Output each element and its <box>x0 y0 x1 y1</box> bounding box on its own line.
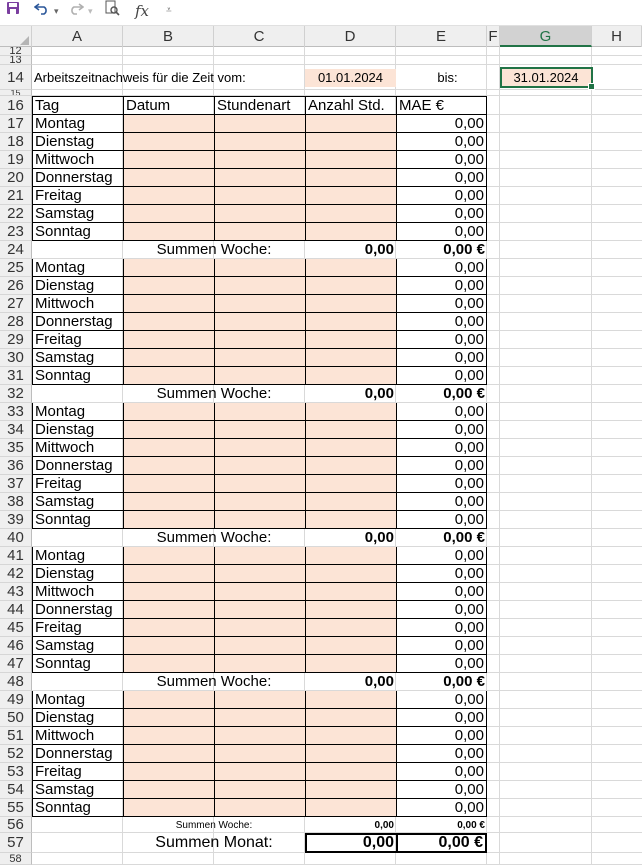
row-header[interactable]: 53 <box>0 763 32 781</box>
save-icon[interactable] <box>6 0 20 22</box>
anzahl-std-input[interactable] <box>305 421 396 439</box>
stundenart-input[interactable] <box>214 133 305 151</box>
datum-input[interactable] <box>123 277 214 295</box>
stundenart-input[interactable] <box>214 781 305 799</box>
mae-value: 0,00 <box>396 421 487 439</box>
header-mae: MAE € <box>396 96 487 115</box>
day-name: Montag <box>32 691 123 709</box>
row-header[interactable]: 35 <box>0 439 32 457</box>
day-name: Sonntag <box>32 511 123 529</box>
mae-value: 0,00 <box>396 277 487 295</box>
day-name: Montag <box>32 547 123 565</box>
row-header[interactable]: 16 <box>0 96 32 115</box>
datum-input[interactable] <box>123 223 214 241</box>
mae-value: 0,00 <box>396 367 487 385</box>
column-header-f[interactable]: F <box>487 26 500 47</box>
stundenart-input[interactable] <box>214 691 305 709</box>
anzahl-std-input[interactable] <box>305 187 396 205</box>
stundenart-input[interactable] <box>214 655 305 673</box>
stundenart-input[interactable] <box>214 547 305 565</box>
anzahl-std-input[interactable] <box>305 475 396 493</box>
anzahl-std-input[interactable] <box>305 709 396 727</box>
datum-input[interactable] <box>123 169 214 187</box>
anzahl-std-input[interactable] <box>305 691 396 709</box>
stundenart-input[interactable] <box>214 799 305 817</box>
mae-value: 0,00 <box>396 295 487 313</box>
row-header[interactable]: 25 <box>0 259 32 277</box>
row-header[interactable]: 34 <box>0 421 32 439</box>
day-name: Samstag <box>32 781 123 799</box>
anzahl-std-input[interactable] <box>305 277 396 295</box>
anzahl-std-input[interactable] <box>305 583 396 601</box>
anzahl-std-input[interactable] <box>305 169 396 187</box>
anzahl-std-input[interactable] <box>305 367 396 385</box>
row-header[interactable]: 22 <box>0 205 32 223</box>
week-sum-mae: 0,00 € <box>457 820 485 831</box>
anzahl-std-input[interactable] <box>305 259 396 277</box>
row-header[interactable]: 36 <box>0 457 32 475</box>
quick-access-toolbar <box>0 0 642 25</box>
anzahl-std-input[interactable] <box>305 601 396 619</box>
row-header[interactable]: 55 <box>0 799 32 817</box>
datum-input[interactable] <box>123 511 214 529</box>
row-header[interactable]: 46 <box>0 637 32 655</box>
stundenart-input[interactable] <box>214 475 305 493</box>
worksheet-grid <box>0 47 642 865</box>
datum-input[interactable] <box>123 403 214 421</box>
datum-input[interactable] <box>123 205 214 223</box>
week-sum-hours: 0,00 <box>364 385 394 402</box>
anzahl-std-input[interactable] <box>305 295 396 313</box>
datum-input[interactable] <box>123 295 214 313</box>
anzahl-std-input[interactable] <box>305 727 396 745</box>
gridline <box>32 64 642 65</box>
datum-input[interactable] <box>123 151 214 169</box>
stundenart-input[interactable] <box>214 223 305 241</box>
datum-input[interactable] <box>123 367 214 385</box>
stundenart-input[interactable] <box>214 331 305 349</box>
stundenart-input[interactable] <box>214 349 305 367</box>
datum-input[interactable] <box>123 457 214 475</box>
stundenart-input[interactable] <box>214 745 305 763</box>
stundenart-input[interactable] <box>214 619 305 637</box>
row-header[interactable]: 14 <box>0 65 32 90</box>
datum-input[interactable] <box>123 313 214 331</box>
row-header[interactable]: 28 <box>0 313 32 331</box>
anzahl-std-input[interactable] <box>305 349 396 367</box>
mae-value: 0,00 <box>396 205 487 223</box>
header-anzahl-std: Anzahl Std. <box>305 96 396 115</box>
datum-input[interactable] <box>123 763 214 781</box>
gridline <box>32 89 642 90</box>
anzahl-std-input[interactable] <box>305 493 396 511</box>
period-title: Arbeitszeitnachweis für die Zeit vom: <box>34 70 246 85</box>
row-header[interactable]: 40 <box>0 529 32 547</box>
row-header[interactable]: 41 <box>0 547 32 565</box>
stundenart-input[interactable] <box>214 709 305 727</box>
stundenart-input[interactable] <box>214 295 305 313</box>
row-header[interactable]: 15 <box>0 90 32 96</box>
mae-value: 0,00 <box>396 511 487 529</box>
anzahl-std-input[interactable] <box>305 799 396 817</box>
row-header[interactable]: 24 <box>0 241 32 259</box>
mae-value: 0,00 <box>396 115 487 133</box>
day-name: Dienstag <box>32 133 123 151</box>
datum-input[interactable] <box>123 421 214 439</box>
datum-input[interactable] <box>123 475 214 493</box>
mae-value: 0,00 <box>396 259 487 277</box>
row-header[interactable]: 57 <box>0 833 32 853</box>
week-sum-label: Summen Woche: <box>175 820 253 831</box>
day-name: Freitag <box>32 187 123 205</box>
datum-input[interactable] <box>123 547 214 565</box>
header-tag: Tag <box>32 96 123 115</box>
week-sum-hours: 0,00 <box>364 241 394 258</box>
day-name: Donnerstag <box>32 169 123 187</box>
month-sum-label: Summen Monat: <box>155 834 273 851</box>
column-header-h[interactable]: H <box>592 26 642 47</box>
mae-value: 0,00 <box>396 619 487 637</box>
row-header[interactable]: 32 <box>0 385 32 403</box>
day-name: Donnerstag <box>32 457 123 475</box>
mae-value: 0,00 <box>396 187 487 205</box>
anzahl-std-input[interactable] <box>305 547 396 565</box>
mae-value: 0,00 <box>396 547 487 565</box>
anzahl-std-input[interactable] <box>305 565 396 583</box>
mae-value: 0,00 <box>396 493 487 511</box>
row-header[interactable]: 39 <box>0 511 32 529</box>
mae-value: 0,00 <box>396 601 487 619</box>
day-name: Dienstag <box>32 421 123 439</box>
datum-input[interactable] <box>123 133 214 151</box>
datum-input[interactable] <box>123 187 214 205</box>
row-header[interactable]: 49 <box>0 691 32 709</box>
gridline <box>499 47 500 865</box>
mae-value: 0,00 <box>396 691 487 709</box>
stundenart-input[interactable] <box>214 403 305 421</box>
header-datum: Datum <box>123 96 214 115</box>
datum-input[interactable] <box>123 799 214 817</box>
anzahl-std-input[interactable] <box>305 763 396 781</box>
row-header[interactable]: 30 <box>0 349 32 367</box>
row-header[interactable]: 27 <box>0 295 32 313</box>
week-sum-label: Summen Woche: <box>156 241 272 258</box>
stundenart-input[interactable] <box>214 115 305 133</box>
datum-input[interactable] <box>123 565 214 583</box>
mae-value: 0,00 <box>396 403 487 421</box>
datum-input[interactable] <box>123 709 214 727</box>
row-header[interactable]: 23 <box>0 223 32 241</box>
column-header-g[interactable]: G <box>500 26 592 47</box>
mae-value: 0,00 <box>396 583 487 601</box>
gridline <box>591 47 592 865</box>
row-header[interactable]: 12 <box>0 47 32 56</box>
row-header[interactable]: 42 <box>0 565 32 583</box>
mae-value: 0,00 <box>396 727 487 745</box>
undo-dropdown-icon[interactable]: ▾ <box>54 6 59 16</box>
row-header[interactable]: 19 <box>0 151 32 169</box>
anzahl-std-input[interactable] <box>305 223 396 241</box>
day-name: Montag <box>32 403 123 421</box>
undo-icon[interactable] <box>34 0 50 22</box>
print-preview-icon[interactable] <box>104 0 120 22</box>
gridline <box>32 55 642 56</box>
row-header[interactable]: 21 <box>0 187 32 205</box>
mae-value: 0,00 <box>396 439 487 457</box>
row-header[interactable]: 56 <box>0 817 32 833</box>
datum-input[interactable] <box>123 637 214 655</box>
day-name: Dienstag <box>32 709 123 727</box>
datum-input[interactable] <box>123 115 214 133</box>
day-name: Mittwoch <box>32 439 123 457</box>
to-label: bis: <box>437 70 458 85</box>
week-sum-mae: 0,00 € <box>443 385 485 402</box>
anzahl-std-input[interactable] <box>305 133 396 151</box>
column-header-c[interactable]: C <box>214 26 305 47</box>
stundenart-input[interactable] <box>214 259 305 277</box>
mae-value: 0,00 <box>396 655 487 673</box>
stundenart-input[interactable] <box>214 169 305 187</box>
datum-input[interactable] <box>123 691 214 709</box>
stundenart-input[interactable] <box>214 727 305 745</box>
stundenart-input[interactable] <box>214 439 305 457</box>
anzahl-std-input[interactable] <box>305 637 396 655</box>
datum-input[interactable] <box>123 745 214 763</box>
mae-value: 0,00 <box>396 349 487 367</box>
stundenart-input[interactable] <box>214 565 305 583</box>
row-header[interactable]: 17 <box>0 115 32 133</box>
column-header-bar <box>0 25 642 47</box>
day-name: Samstag <box>32 493 123 511</box>
mae-value: 0,00 <box>396 799 487 817</box>
row-header[interactable]: 48 <box>0 673 32 691</box>
fx-icon[interactable]: fx <box>135 2 150 20</box>
week-sum-hours: 0,00 <box>374 820 394 831</box>
stundenart-input[interactable] <box>214 313 305 331</box>
mae-value: 0,00 <box>396 457 487 475</box>
anzahl-std-input[interactable] <box>305 151 396 169</box>
row-header[interactable]: 29 <box>0 331 32 349</box>
day-name: Freitag <box>32 331 123 349</box>
stundenart-input[interactable] <box>214 367 305 385</box>
stundenart-input[interactable] <box>214 601 305 619</box>
column-header-e[interactable]: E <box>396 26 487 47</box>
anzahl-std-input[interactable] <box>305 115 396 133</box>
stundenart-input[interactable] <box>214 511 305 529</box>
stundenart-input[interactable] <box>214 187 305 205</box>
to-date-field[interactable]: 31.01.2024 <box>500 69 592 87</box>
stundenart-input[interactable] <box>214 583 305 601</box>
column-header-b[interactable]: B <box>123 26 214 47</box>
day-name: Freitag <box>32 763 123 781</box>
stundenart-input[interactable] <box>214 457 305 475</box>
row-header[interactable]: 38 <box>0 493 32 511</box>
redo-dropdown-icon[interactable]: ▾ <box>88 6 93 16</box>
column-header-a[interactable]: A <box>32 26 123 47</box>
week-sum-mae: 0,00 € <box>443 529 485 546</box>
week-sum-hours: 0,00 <box>364 673 394 690</box>
mae-value: 0,00 <box>396 133 487 151</box>
day-name: Donnerstag <box>32 745 123 763</box>
stundenart-input[interactable] <box>214 205 305 223</box>
week-sum-hours: 0,00 <box>364 529 394 546</box>
day-name: Samstag <box>32 637 123 655</box>
mae-value: 0,00 <box>396 637 487 655</box>
day-name: Freitag <box>32 619 123 637</box>
stundenart-input[interactable] <box>214 421 305 439</box>
stundenart-input[interactable] <box>214 763 305 781</box>
datum-input[interactable] <box>123 655 214 673</box>
day-name: Donnerstag <box>32 313 123 331</box>
week-sum-mae: 0,00 € <box>443 673 485 690</box>
row-header[interactable]: 33 <box>0 403 32 421</box>
anzahl-std-input[interactable] <box>305 781 396 799</box>
mae-value: 0,00 <box>396 223 487 241</box>
row-header[interactable]: 52 <box>0 745 32 763</box>
redo-icon[interactable] <box>68 0 84 22</box>
day-name: Dienstag <box>32 565 123 583</box>
row-header[interactable]: 51 <box>0 727 32 745</box>
anzahl-std-input[interactable] <box>305 439 396 457</box>
anzahl-std-input[interactable] <box>305 313 396 331</box>
select-all-button[interactable] <box>0 26 32 47</box>
row-header[interactable]: 58 <box>0 853 32 865</box>
stundenart-input[interactable] <box>214 493 305 511</box>
day-name: Mittwoch <box>32 727 123 745</box>
row-header[interactable]: 20 <box>0 169 32 187</box>
day-name: Montag <box>32 115 123 133</box>
mae-value: 0,00 <box>396 331 487 349</box>
day-name: Samstag <box>32 349 123 367</box>
anzahl-std-input[interactable] <box>305 403 396 421</box>
row-header[interactable]: 13 <box>0 56 32 65</box>
row-header[interactable]: 37 <box>0 475 32 493</box>
customize-icon[interactable]: ⩡ <box>166 5 172 16</box>
day-name: Donnerstag <box>32 601 123 619</box>
datum-input[interactable] <box>123 727 214 745</box>
month-sum-hours: 0,00 <box>305 833 396 853</box>
datum-input[interactable] <box>123 601 214 619</box>
datum-input[interactable] <box>123 493 214 511</box>
row-header[interactable]: 45 <box>0 619 32 637</box>
header-stundenart: Stundenart <box>214 96 305 115</box>
week-sum-label: Summen Woche: <box>156 529 272 546</box>
datum-input[interactable] <box>123 259 214 277</box>
day-name: Mittwoch <box>32 583 123 601</box>
row-header[interactable]: 31 <box>0 367 32 385</box>
from-date-field[interactable]: 01.01.2024 <box>305 69 396 87</box>
day-name: Freitag <box>32 475 123 493</box>
anzahl-std-input[interactable] <box>305 619 396 637</box>
day-name: Sonntag <box>32 223 123 241</box>
anzahl-std-input[interactable] <box>305 331 396 349</box>
mae-value: 0,00 <box>396 781 487 799</box>
mae-value: 0,00 <box>396 709 487 727</box>
selected-cell-outline <box>500 67 593 88</box>
day-name: Sonntag <box>32 367 123 385</box>
month-sum-mae: 0,00 € <box>396 833 487 853</box>
week-sum-mae: 0,00 € <box>443 241 485 258</box>
column-header-d[interactable]: D <box>305 26 396 47</box>
row-header[interactable]: 54 <box>0 781 32 799</box>
day-name: Sonntag <box>32 799 123 817</box>
anzahl-std-input[interactable] <box>305 745 396 763</box>
stundenart-input[interactable] <box>214 637 305 655</box>
day-name: Mittwoch <box>32 151 123 169</box>
mae-value: 0,00 <box>396 169 487 187</box>
week-sum-label: Summen Woche: <box>156 673 272 690</box>
datum-input[interactable] <box>123 619 214 637</box>
row-header[interactable]: 18 <box>0 133 32 151</box>
mae-value: 0,00 <box>396 475 487 493</box>
row-header[interactable]: 50 <box>0 709 32 727</box>
anzahl-std-input[interactable] <box>305 511 396 529</box>
week-sum-label: Summen Woche: <box>156 385 272 402</box>
datum-input[interactable] <box>123 349 214 367</box>
row-header[interactable]: 47 <box>0 655 32 673</box>
mae-value: 0,00 <box>396 151 487 169</box>
anzahl-std-input[interactable] <box>305 457 396 475</box>
stundenart-input[interactable] <box>214 151 305 169</box>
row-header[interactable]: 43 <box>0 583 32 601</box>
mae-value: 0,00 <box>396 745 487 763</box>
datum-input[interactable] <box>123 583 214 601</box>
stundenart-input[interactable] <box>214 277 305 295</box>
day-name: Sonntag <box>32 655 123 673</box>
day-name: Samstag <box>32 205 123 223</box>
mae-value: 0,00 <box>396 565 487 583</box>
anzahl-std-input[interactable] <box>305 205 396 223</box>
day-name: Montag <box>32 259 123 277</box>
mae-value: 0,00 <box>396 763 487 781</box>
datum-input[interactable] <box>123 781 214 799</box>
row-header[interactable]: 44 <box>0 601 32 619</box>
datum-input[interactable] <box>123 439 214 457</box>
day-name: Dienstag <box>32 277 123 295</box>
day-name: Mittwoch <box>32 295 123 313</box>
datum-input[interactable] <box>123 331 214 349</box>
mae-value: 0,00 <box>396 313 487 331</box>
row-header[interactable]: 26 <box>0 277 32 295</box>
anzahl-std-input[interactable] <box>305 655 396 673</box>
